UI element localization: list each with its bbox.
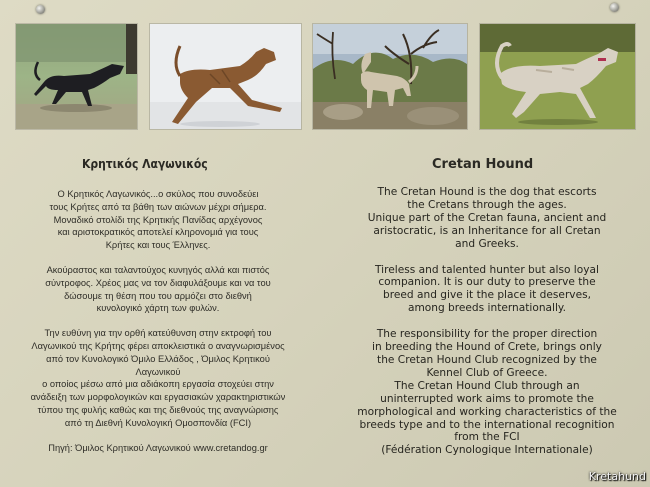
greek-p1-line-3: Μοναδικό στολίδι της Κρητικής Πανίδας αρχέγονος bbox=[53, 214, 263, 225]
greek-p3-line-6: τύπου της φυλής καθώς και της διεθνούς της αναγνώρισης bbox=[37, 404, 279, 415]
greek-p1-line-1: Ο Κρητικός Λαγωνικός...ο σκύλος που συνοδεύει bbox=[57, 189, 259, 199]
english-p3-line-8: breeds type and to the international recognition bbox=[359, 418, 615, 431]
greek-p1-line-5: Κρήτες και τους Έλληνες. bbox=[105, 240, 211, 251]
english-p2-line-1: Tireless and talented hunter but also loyal bbox=[375, 263, 599, 276]
english-p1-line-2: the Cretans through the ages. bbox=[407, 198, 567, 211]
greek-title: Κρητικός Λαγωνικός bbox=[82, 157, 208, 171]
photo-cream-hound-rocks bbox=[313, 24, 467, 129]
greek-paragraph-1 bbox=[27, 188, 289, 252]
greek-p1-line-4: και αριστοκρατικός αποτελεί κληρονομιά για τους bbox=[57, 227, 259, 238]
english-p2-line-2: companion. It is our duty to preserve the bbox=[378, 276, 596, 289]
english-p1-line-1: The Cretan Hound is the dog that escorts bbox=[377, 186, 597, 198]
english-p3-line-7: morphological and working characteristics of the bbox=[357, 405, 617, 418]
greek-p1-line-2: τους Κρήτες από τα βάθη των αιώνων μέχρι σήμερα. bbox=[49, 201, 267, 212]
english-p1-line-5: and Greeks. bbox=[455, 237, 519, 250]
english-p3-line-2: in breeding the Hound of Crete, brings only bbox=[372, 341, 602, 354]
screw-top-right bbox=[610, 3, 619, 12]
photo-cream-hound-running bbox=[480, 24, 635, 129]
watermark-text: Kretahund bbox=[588, 470, 646, 483]
photo-brindle-hound bbox=[150, 24, 301, 129]
english-paragraph-1 bbox=[330, 186, 644, 251]
greek-source-line: Πηγή: Όμιλος Κρητικού Λαγωνικού www.cretandog.gr bbox=[48, 442, 268, 453]
greek-p2-line-3: δώσουμε τη θέση που του αρμόζει στο διεθνή bbox=[64, 290, 252, 301]
greek-p3-line-4: ο οποίος μέσω από μια αδιάκοπη εργασία στοχεύει στην bbox=[42, 379, 274, 390]
greek-p3-line-5: ανάδειξη των μορφολογικών και εργασιακών χαρακτηριστικών bbox=[30, 392, 286, 403]
english-p3-line-1: The responsibility for the proper direction bbox=[376, 328, 598, 341]
english-text-column bbox=[330, 186, 644, 470]
english-paragraph-2 bbox=[330, 264, 644, 316]
greek-p3-line-3: από τον Κυνολογικό Όμιλο Ελλάδος , Όμιλος Κρητικού Λαγωνικού bbox=[46, 353, 270, 377]
screw-top-left bbox=[36, 5, 45, 14]
greek-p2-line-1: Ακούραστος και ταλαντούχος κυνηγός αλλά και πιστός bbox=[46, 264, 270, 275]
english-p1-line-3: Unique part of the Cretan fauna, ancient and bbox=[367, 211, 607, 224]
english-p3-line-4: Kennel Club of Greece. bbox=[426, 366, 548, 379]
english-p3-line-10: (Fédération Cynologique Internationale) bbox=[381, 444, 593, 457]
english-p2-line-3: breed and give it the place it deserves, bbox=[383, 289, 591, 302]
photo-black-hound bbox=[16, 24, 137, 129]
greek-paragraph-2 bbox=[27, 264, 289, 315]
english-p3-line-6: uninterrupted work aims to promote the bbox=[380, 392, 594, 405]
greek-p3-line-2: Λαγωνικού της Κρήτης φέρει αποκλειστικά ο αναγνωρισμένος bbox=[31, 340, 285, 351]
greek-text-column bbox=[27, 188, 289, 466]
greek-p3-line-7: από τη Διεθνή Κυνολογική Ομοσπονδία (FCI) bbox=[64, 417, 252, 428]
english-p3-line-9: from the FCI bbox=[454, 431, 520, 444]
english-paragraph-3 bbox=[330, 328, 644, 457]
english-p2-line-4: among breeds internationally. bbox=[407, 302, 567, 315]
english-p1-line-4: aristocratic, is an Inheritance for all Cretan bbox=[373, 224, 601, 237]
greek-p3-line-1: Την ευθύνη για την ορθή κατεύθυνση στην εκτροφή του bbox=[44, 328, 272, 339]
greek-p2-line-4: κυνολογικό χάρτη των φυλών. bbox=[96, 303, 220, 314]
greek-paragraph-3 bbox=[27, 327, 289, 429]
english-p3-line-5: The Cretan Hound Club through an bbox=[394, 379, 580, 392]
english-p3-line-3: the Cretan Hound Club recognized by the bbox=[377, 353, 597, 366]
english-title: Cretan Hound bbox=[432, 157, 534, 172]
greek-p2-line-2: σύντροφος. Χρέος μας να τον διαφυλάξουμε και να του bbox=[45, 277, 271, 288]
